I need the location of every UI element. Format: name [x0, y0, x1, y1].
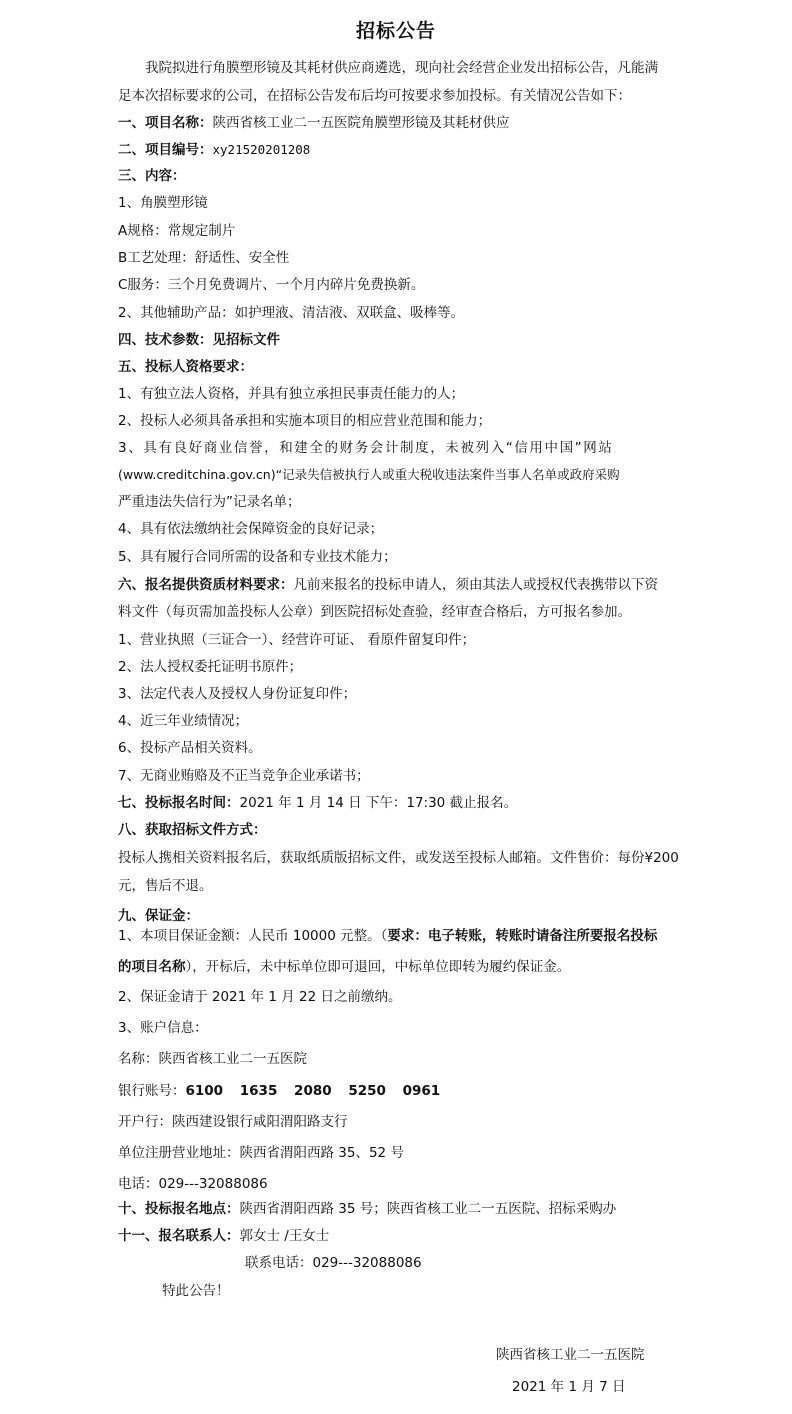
project-name-row [118, 113, 510, 133]
deposit-phone: 电话：029---32088086 [118, 1176, 268, 1192]
materials-item: 6、投标产品相关资料。 [118, 740, 262, 756]
deposit-line-2-bold: 的项目名称 [118, 959, 186, 975]
deposit-heading: 九、保证金： [118, 908, 199, 924]
bid-location-row [118, 1199, 616, 1219]
project-name-value: 陕西省核工业二一五医院角膜塑形镜及其耗材供应 [212, 115, 510, 131]
deposit-line-1-bold: 要求：电子转账，转账时请备注所要报名投标 [387, 928, 658, 944]
qualification-heading: 五、投标人资格要求： [118, 359, 253, 375]
content-heading: 三、内容： [118, 168, 186, 184]
qualification-item: (www.creditchina.gov.cn)“记录失信被执行人或重大税收违法案件当事人名单或政府采购 [118, 467, 620, 482]
materials-item: 2、法人授权委托证明书原件； [118, 659, 303, 675]
project-no-value: xy21520201208 [212, 142, 311, 157]
content-item: 1、角膜塑形镜 [118, 195, 208, 211]
contact-value: 郭女士 /王女士 [239, 1228, 330, 1244]
intro-line-1: 我院拟进行角膜塑形镜及其耗材供应商遴选，现向社会经营企业发出招标公告，凡能满 [145, 60, 658, 76]
qualification-item: 2、投标人必须具备承担和实施本项目的相应营业范围和能力； [118, 413, 492, 429]
registration-time-value: 2021 年 1 月 14 日 下午：17:30 截止报名。 [239, 795, 518, 811]
contact-phone: 联系电话：029---32088086 [245, 1255, 422, 1271]
qualification-item: 3、具有良好商业信誉，和建全的财务会计制度，未被列入“信用中国”网站 [118, 440, 614, 456]
materials-item: 7、无商业贿赂及不正当竞争企业承诺书； [118, 768, 370, 784]
closing-text: 特此公告！ [162, 1283, 230, 1299]
registered-address: 单位注册营业地址：陕西省渭阳西路 35、52 号 [118, 1145, 404, 1161]
project-no-label: 二、项目编号： [118, 142, 213, 158]
materials-item: 3、法定代表人及授权人身份证复印件； [118, 686, 357, 702]
materials-row [118, 575, 658, 595]
registration-time-label: 七、投标报名时间： [118, 795, 240, 811]
obtain-docs-line-1: 投标人携相关资料报名后，获取纸质版招标文件，或发送至投标人邮箱。文件售价：每份¥200 [118, 850, 679, 866]
deposit-line-2 [118, 957, 570, 977]
bank-branch: 开户行：陕西建设银行咸阳渭阳路支行 [118, 1114, 348, 1130]
account-name: 名称：陕西省核工业二一五医院 [118, 1051, 307, 1067]
qualification-item: 5、具有履行合同所需的设备和专业技术能力； [118, 549, 397, 565]
deposit-deadline: 2、保证金请于 2021 年 1 月 22 日之前缴纳。 [118, 989, 402, 1005]
materials-label: 六、报名提供资质材料要求： [118, 577, 294, 593]
materials-item: 4、近三年业绩情况； [118, 713, 249, 729]
deposit-line-1-pre: 1、本项目保证金额：人民币 10000 元整。（ [118, 928, 388, 944]
bid-location-label: 十、投标报名地点： [118, 1201, 240, 1217]
obtain-docs-heading: 八、获取招标文件方式： [118, 822, 267, 838]
deposit-line-1 [118, 926, 657, 946]
content-item: B工艺处理：舒适性、安全性 [118, 250, 290, 266]
contact-label: 十一、报名联系人： [118, 1228, 240, 1244]
signature-org: 陕西省核工业二一五医院 [496, 1347, 645, 1363]
project-no-row [118, 140, 310, 160]
qualification-item: 4、具有依法缴纳社会保障资金的良好记录； [118, 521, 384, 537]
contact-row [118, 1226, 329, 1246]
materials-item: 1、营业执照（三证合一）、经营许可证、 看原件留复印件； [118, 632, 476, 648]
obtain-docs-line-2: 元，售后不退。 [118, 878, 213, 894]
project-name-label: 一、项目名称： [118, 115, 213, 131]
content-item: C服务：三个月免费调片、一个月内碎片免费换新。 [118, 277, 425, 293]
materials-text-1: 凡前来报名的投标申请人，须由其法人或授权代表携带以下资 [293, 577, 658, 593]
qualification-item: 严重违法失信行为”记录名单； [118, 494, 301, 510]
signature-date: 2021 年 1 月 7 日 [512, 1379, 626, 1395]
intro-line-2: 足本次招标要求的公司，在招标公告发布后均可按要求参加投标。有关情况公告如下： [118, 88, 631, 104]
bank-account-number: 6100 1635 2080 5250 0961 [185, 1083, 441, 1099]
tech-params-heading: 四、技术参数：见招标文件 [118, 332, 280, 348]
account-info-label: 3、账户信息： [118, 1020, 208, 1036]
registration-time-row [118, 793, 517, 813]
materials-text-2: 料文件（每页需加盖投标人公章）到医院招标处查验，经审查合格后，方可报名参加。 [118, 604, 631, 620]
content-item: 2、其他辅助产品：如护理液、清洁液、双联盒、吸棒等。 [118, 305, 465, 321]
deposit-line-2-post: ），开标后，未中标单位即可退回，中标单位即转为履约保证金。 [185, 959, 571, 975]
content-item: A规格：常规定制片 [118, 223, 236, 239]
bid-location-value: 陕西省渭阳西路 35 号；陕西省核工业二一五医院、招标采购办 [239, 1201, 617, 1217]
qualification-item: 1、有独立法人资格，并具有独立承担民事责任能力的人； [118, 386, 465, 402]
bank-account-label: 银行账号： [118, 1083, 186, 1099]
page-title: 招标公告 [355, 20, 436, 42]
bank-account-row [118, 1081, 440, 1101]
